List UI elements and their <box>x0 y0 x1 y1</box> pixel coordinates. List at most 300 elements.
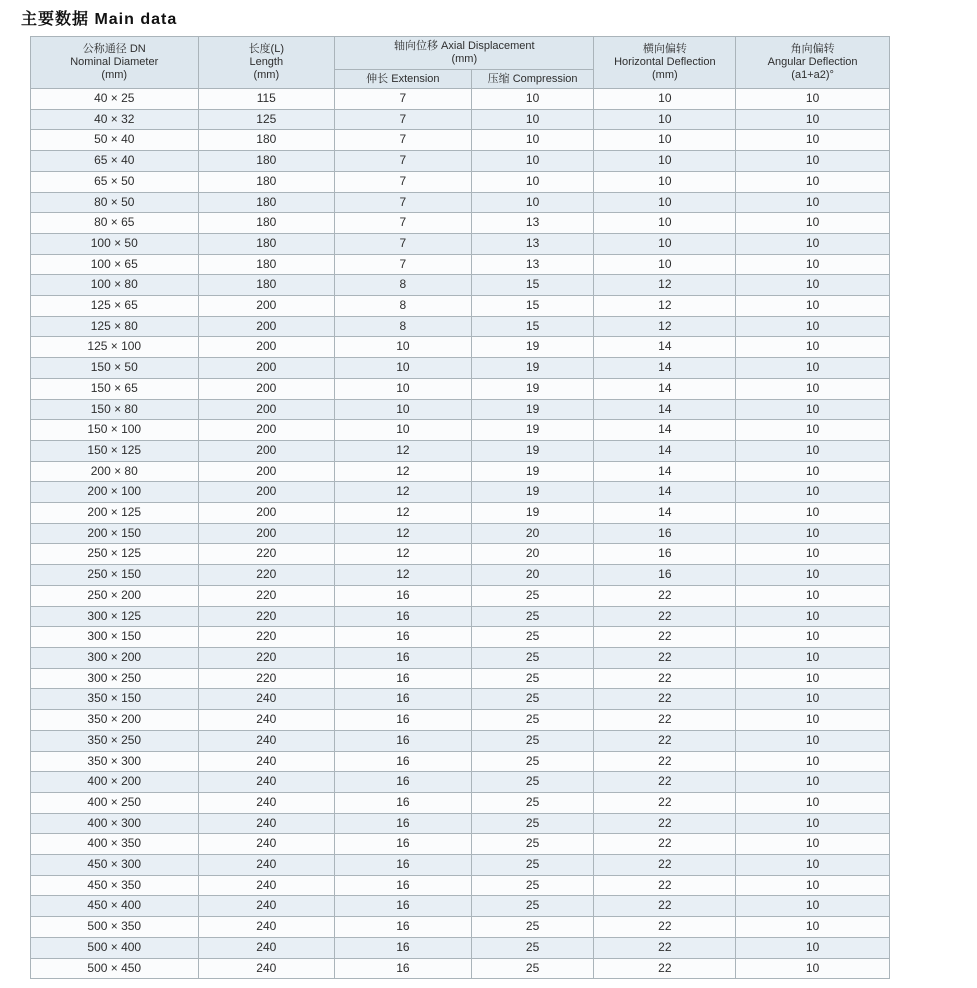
table-cell: 12 <box>335 523 472 544</box>
table-cell: 200 <box>198 399 335 420</box>
table-cell: 25 <box>471 751 594 772</box>
table-cell: 180 <box>198 254 335 275</box>
table-cell: 180 <box>198 275 335 296</box>
table-cell: 22 <box>594 710 736 731</box>
table-row <box>31 523 890 544</box>
table-cell: 20 <box>471 523 594 544</box>
header-line: (mm) <box>253 69 280 81</box>
table-cell: 16 <box>335 813 472 834</box>
table-cell: 25 <box>471 896 594 917</box>
table-row <box>31 89 890 110</box>
table-cell: 10 <box>736 213 890 234</box>
table-cell: 10 <box>736 482 890 503</box>
table-row <box>31 627 890 648</box>
table-cell: 40 × 25 <box>31 89 199 110</box>
table-cell: 10 <box>594 254 736 275</box>
table-cell: 22 <box>594 668 736 689</box>
table-cell: 14 <box>594 503 736 524</box>
table-cell: 125 <box>198 109 335 130</box>
table-cell: 10 <box>594 130 736 151</box>
table-cell: 25 <box>471 813 594 834</box>
table-row <box>31 896 890 917</box>
table-cell: 150 × 50 <box>31 358 199 379</box>
header-line: 公称通径 DN <box>82 43 146 55</box>
table-cell: 240 <box>198 730 335 751</box>
table-cell: 22 <box>594 917 736 938</box>
table-cell: 500 × 450 <box>31 958 199 979</box>
table-cell: 350 × 200 <box>31 710 199 731</box>
table-cell: 10 <box>594 233 736 254</box>
table-cell: 12 <box>335 440 472 461</box>
table-cell: 10 <box>736 358 890 379</box>
table-cell: 19 <box>471 420 594 441</box>
table-cell: 10 <box>736 296 890 317</box>
table-cell: 7 <box>335 192 472 213</box>
table-row <box>31 565 890 586</box>
table-cell: 200 × 80 <box>31 461 199 482</box>
table-cell: 16 <box>335 875 472 896</box>
table-row <box>31 875 890 896</box>
table-row <box>31 855 890 876</box>
table-cell: 10 <box>736 420 890 441</box>
table-cell: 25 <box>471 668 594 689</box>
table-cell: 500 × 400 <box>31 937 199 958</box>
table-cell: 10 <box>736 647 890 668</box>
table-cell: 13 <box>471 254 594 275</box>
table-cell: 240 <box>198 855 335 876</box>
table-cell: 200 <box>198 503 335 524</box>
table-cell: 10 <box>736 192 890 213</box>
table-cell: 125 × 65 <box>31 296 199 317</box>
table-cell: 200 <box>198 296 335 317</box>
table-row <box>31 254 890 275</box>
table-cell: 250 × 150 <box>31 565 199 586</box>
header-line: 长度(L) <box>248 43 285 55</box>
table-cell: 180 <box>198 130 335 151</box>
table-cell: 240 <box>198 937 335 958</box>
table-cell: 16 <box>335 710 472 731</box>
table-cell: 16 <box>335 585 472 606</box>
table-row <box>31 358 890 379</box>
table-row <box>31 213 890 234</box>
header-line: 横向偏转 <box>642 43 687 55</box>
table-cell: 250 × 200 <box>31 585 199 606</box>
table-cell: 350 × 150 <box>31 689 199 710</box>
table-cell: 180 <box>198 233 335 254</box>
table-cell: 19 <box>471 503 594 524</box>
table-cell: 220 <box>198 606 335 627</box>
table-cell: 10 <box>736 378 890 399</box>
table-cell: 19 <box>471 358 594 379</box>
table-row <box>31 937 890 958</box>
col-header-angular-deflection <box>736 37 890 89</box>
table-cell: 12 <box>335 565 472 586</box>
table-cell: 16 <box>335 958 472 979</box>
col-header-compression: 压缩 Compression <box>471 70 594 89</box>
header-line: Angular Deflection <box>767 56 858 68</box>
table-cell: 400 × 350 <box>31 834 199 855</box>
table-cell: 200 <box>198 461 335 482</box>
table-cell: 10 <box>736 151 890 172</box>
table-cell: 240 <box>198 813 335 834</box>
header-line: (mm) <box>451 53 478 65</box>
table-cell: 10 <box>736 233 890 254</box>
table-row <box>31 958 890 979</box>
table-cell: 22 <box>594 792 736 813</box>
table-cell: 10 <box>736 606 890 627</box>
table-cell: 125 × 80 <box>31 316 199 337</box>
table-cell: 22 <box>594 875 736 896</box>
table-row <box>31 233 890 254</box>
table-cell: 200 <box>198 482 335 503</box>
table-cell: 240 <box>198 689 335 710</box>
table-row <box>31 399 890 420</box>
table-cell: 200 × 125 <box>31 503 199 524</box>
table-row <box>31 461 890 482</box>
table-row <box>31 420 890 441</box>
table-cell: 10 <box>471 109 594 130</box>
header-line: Horizontal Deflection <box>614 56 716 68</box>
table-row <box>31 482 890 503</box>
table-cell: 115 <box>198 89 335 110</box>
table-cell: 125 × 100 <box>31 337 199 358</box>
table-row <box>31 378 890 399</box>
table-cell: 20 <box>471 544 594 565</box>
table-row <box>31 834 890 855</box>
table-cell: 220 <box>198 585 335 606</box>
table-cell: 180 <box>198 171 335 192</box>
table-cell: 10 <box>736 109 890 130</box>
table-cell: 16 <box>335 689 472 710</box>
table-cell: 10 <box>594 213 736 234</box>
header-line: 角向偏转 <box>790 43 835 55</box>
table-cell: 10 <box>736 130 890 151</box>
table-cell: 10 <box>736 772 890 793</box>
table-cell: 22 <box>594 606 736 627</box>
table-cell: 16 <box>594 544 736 565</box>
table-row <box>31 151 890 172</box>
table-cell: 16 <box>335 792 472 813</box>
table-cell: 450 × 350 <box>31 875 199 896</box>
table-cell: 10 <box>335 337 472 358</box>
table-cell: 200 × 150 <box>31 523 199 544</box>
table-row <box>31 440 890 461</box>
table-cell: 240 <box>198 772 335 793</box>
table-cell: 10 <box>335 399 472 420</box>
table-cell: 10 <box>736 316 890 337</box>
table-cell: 65 × 50 <box>31 171 199 192</box>
table-cell: 16 <box>335 855 472 876</box>
table-cell: 300 × 125 <box>31 606 199 627</box>
table-cell: 10 <box>736 565 890 586</box>
table-row <box>31 917 890 938</box>
col-header-axial-displacement <box>335 37 594 70</box>
table-row <box>31 130 890 151</box>
table-cell: 10 <box>335 358 472 379</box>
table-cell: 65 × 40 <box>31 151 199 172</box>
table-cell: 220 <box>198 627 335 648</box>
table-row <box>31 296 890 317</box>
table-cell: 16 <box>335 668 472 689</box>
table-cell: 10 <box>736 461 890 482</box>
table-cell: 200 × 100 <box>31 482 199 503</box>
table-cell: 10 <box>736 751 890 772</box>
table-cell: 19 <box>471 482 594 503</box>
table-row <box>31 192 890 213</box>
table-cell: 16 <box>335 896 472 917</box>
table-cell: 25 <box>471 772 594 793</box>
table-cell: 7 <box>335 254 472 275</box>
table-cell: 200 <box>198 337 335 358</box>
table-cell: 10 <box>736 275 890 296</box>
main-data-table <box>30 36 890 979</box>
table-cell: 22 <box>594 627 736 648</box>
table-cell: 240 <box>198 710 335 731</box>
table-cell: 350 × 250 <box>31 730 199 751</box>
table-cell: 50 × 40 <box>31 130 199 151</box>
table-cell: 240 <box>198 896 335 917</box>
table-row <box>31 647 890 668</box>
table-cell: 22 <box>594 751 736 772</box>
table-row <box>31 772 890 793</box>
table-cell: 7 <box>335 130 472 151</box>
table-cell: 10 <box>736 440 890 461</box>
table-cell: 400 × 250 <box>31 792 199 813</box>
table-cell: 16 <box>335 917 472 938</box>
table-cell: 150 × 125 <box>31 440 199 461</box>
table-cell: 200 <box>198 316 335 337</box>
table-cell: 10 <box>736 792 890 813</box>
table-cell: 350 × 300 <box>31 751 199 772</box>
table-cell: 16 <box>335 937 472 958</box>
table-cell: 15 <box>471 275 594 296</box>
table-cell: 240 <box>198 875 335 896</box>
table-cell: 240 <box>198 834 335 855</box>
table-cell: 14 <box>594 337 736 358</box>
table-cell: 200 <box>198 358 335 379</box>
table-row <box>31 544 890 565</box>
table-cell: 180 <box>198 151 335 172</box>
table-cell: 12 <box>335 461 472 482</box>
table-cell: 400 × 200 <box>31 772 199 793</box>
table-cell: 22 <box>594 813 736 834</box>
table-cell: 14 <box>594 461 736 482</box>
table-cell: 8 <box>335 316 472 337</box>
table-row <box>31 109 890 130</box>
table-cell: 10 <box>736 917 890 938</box>
table-cell: 10 <box>594 89 736 110</box>
table-cell: 12 <box>594 275 736 296</box>
table-row <box>31 316 890 337</box>
page-title: 主要数据 Main data <box>21 11 178 28</box>
table-cell: 10 <box>594 151 736 172</box>
table-cell: 10 <box>736 896 890 917</box>
col-header-horizontal-deflection <box>594 37 736 89</box>
table-cell: 450 × 400 <box>31 896 199 917</box>
table-cell: 240 <box>198 917 335 938</box>
table-cell: 22 <box>594 958 736 979</box>
table-cell: 220 <box>198 565 335 586</box>
table-row <box>31 710 890 731</box>
table-cell: 10 <box>736 89 890 110</box>
table-cell: 10 <box>471 89 594 110</box>
table-cell: 22 <box>594 937 736 958</box>
table-cell: 13 <box>471 213 594 234</box>
table-row <box>31 689 890 710</box>
table-cell: 10 <box>594 171 736 192</box>
header-line: (mm) <box>101 69 128 81</box>
table-cell: 400 × 300 <box>31 813 199 834</box>
table-cell: 16 <box>335 647 472 668</box>
table-cell: 19 <box>471 461 594 482</box>
table-cell: 300 × 150 <box>31 627 199 648</box>
table-cell: 7 <box>335 109 472 130</box>
table-cell: 10 <box>594 109 736 130</box>
table-cell: 8 <box>335 296 472 317</box>
table-cell: 22 <box>594 689 736 710</box>
table-row <box>31 813 890 834</box>
table-cell: 19 <box>471 440 594 461</box>
table-cell: 7 <box>335 233 472 254</box>
table-cell: 19 <box>471 337 594 358</box>
table-row <box>31 668 890 689</box>
table-cell: 25 <box>471 875 594 896</box>
header-line: 轴向位移 Axial Displacement <box>393 40 535 52</box>
table-cell: 25 <box>471 689 594 710</box>
table-cell: 10 <box>736 813 890 834</box>
table-cell: 100 × 80 <box>31 275 199 296</box>
table-cell: 10 <box>736 254 890 275</box>
table-cell: 16 <box>335 730 472 751</box>
table-cell: 12 <box>335 482 472 503</box>
table-cell: 25 <box>471 917 594 938</box>
table-cell: 19 <box>471 378 594 399</box>
table-cell: 10 <box>736 875 890 896</box>
table-cell: 16 <box>335 751 472 772</box>
col-header-extension: 伸长 Extension <box>335 70 472 89</box>
table-row <box>31 275 890 296</box>
table-cell: 40 × 32 <box>31 109 199 130</box>
table-cell: 220 <box>198 647 335 668</box>
table-row <box>31 792 890 813</box>
table-cell: 10 <box>736 958 890 979</box>
table-cell: 10 <box>736 171 890 192</box>
table-cell: 10 <box>594 192 736 213</box>
table-cell: 80 × 50 <box>31 192 199 213</box>
table-cell: 7 <box>335 213 472 234</box>
table-cell: 22 <box>594 834 736 855</box>
table-cell: 12 <box>594 296 736 317</box>
table-cell: 12 <box>594 316 736 337</box>
table-cell: 14 <box>594 420 736 441</box>
table-cell: 22 <box>594 855 736 876</box>
table-cell: 300 × 200 <box>31 647 199 668</box>
table-cell: 25 <box>471 585 594 606</box>
table-cell: 10 <box>335 420 472 441</box>
table-cell: 13 <box>471 233 594 254</box>
table-row <box>31 751 890 772</box>
table-cell: 10 <box>736 668 890 689</box>
table-cell: 10 <box>736 503 890 524</box>
table-cell: 240 <box>198 958 335 979</box>
table-cell: 80 × 65 <box>31 213 199 234</box>
table-cell: 16 <box>335 627 472 648</box>
table-cell: 14 <box>594 482 736 503</box>
table-cell: 25 <box>471 710 594 731</box>
table-cell: 220 <box>198 544 335 565</box>
header-line: (mm) <box>652 69 678 81</box>
table-cell: 200 <box>198 523 335 544</box>
table-cell: 12 <box>335 544 472 565</box>
table-cell: 25 <box>471 937 594 958</box>
table-cell: 25 <box>471 730 594 751</box>
table-cell: 22 <box>594 585 736 606</box>
table-cell: 16 <box>594 523 736 544</box>
col-header-nominal-diameter <box>31 37 199 89</box>
table-cell: 25 <box>471 627 594 648</box>
table-cell: 16 <box>335 772 472 793</box>
table-cell: 14 <box>594 358 736 379</box>
table-row <box>31 730 890 751</box>
table-cell: 10 <box>736 730 890 751</box>
table-row <box>31 585 890 606</box>
table-cell: 10 <box>471 151 594 172</box>
table-cell: 14 <box>594 440 736 461</box>
table-row <box>31 337 890 358</box>
table-cell: 450 × 300 <box>31 855 199 876</box>
table-cell: 200 <box>198 378 335 399</box>
table-cell: 22 <box>594 772 736 793</box>
table-cell: 22 <box>594 896 736 917</box>
table-cell: 25 <box>471 958 594 979</box>
table-cell: 25 <box>471 834 594 855</box>
header-line: (a1+a2)° <box>791 69 834 81</box>
table-cell: 15 <box>471 316 594 337</box>
table-cell: 7 <box>335 151 472 172</box>
table-cell: 240 <box>198 751 335 772</box>
table-cell: 10 <box>335 378 472 399</box>
table-cell: 10 <box>471 130 594 151</box>
table-cell: 10 <box>471 171 594 192</box>
table-cell: 16 <box>335 606 472 627</box>
table-cell: 150 × 100 <box>31 420 199 441</box>
table-row <box>31 503 890 524</box>
table-body <box>31 89 890 979</box>
table-cell: 10 <box>736 337 890 358</box>
table-cell: 10 <box>736 937 890 958</box>
header-line: Nominal Diameter <box>70 56 159 68</box>
table-cell: 25 <box>471 855 594 876</box>
col-header-length <box>198 37 335 89</box>
table-cell: 10 <box>736 710 890 731</box>
table-cell: 25 <box>471 647 594 668</box>
table-cell: 14 <box>594 399 736 420</box>
table-cell: 25 <box>471 792 594 813</box>
table-header <box>31 37 890 89</box>
table-cell: 500 × 350 <box>31 917 199 938</box>
table-row <box>31 171 890 192</box>
table-cell: 10 <box>736 855 890 876</box>
table-cell: 10 <box>736 689 890 710</box>
table-cell: 14 <box>594 378 736 399</box>
table-cell: 12 <box>335 503 472 524</box>
table-cell: 10 <box>736 585 890 606</box>
table-cell: 240 <box>198 792 335 813</box>
table-row <box>31 606 890 627</box>
table-cell: 16 <box>594 565 736 586</box>
table-cell: 7 <box>335 89 472 110</box>
table-cell: 8 <box>335 275 472 296</box>
